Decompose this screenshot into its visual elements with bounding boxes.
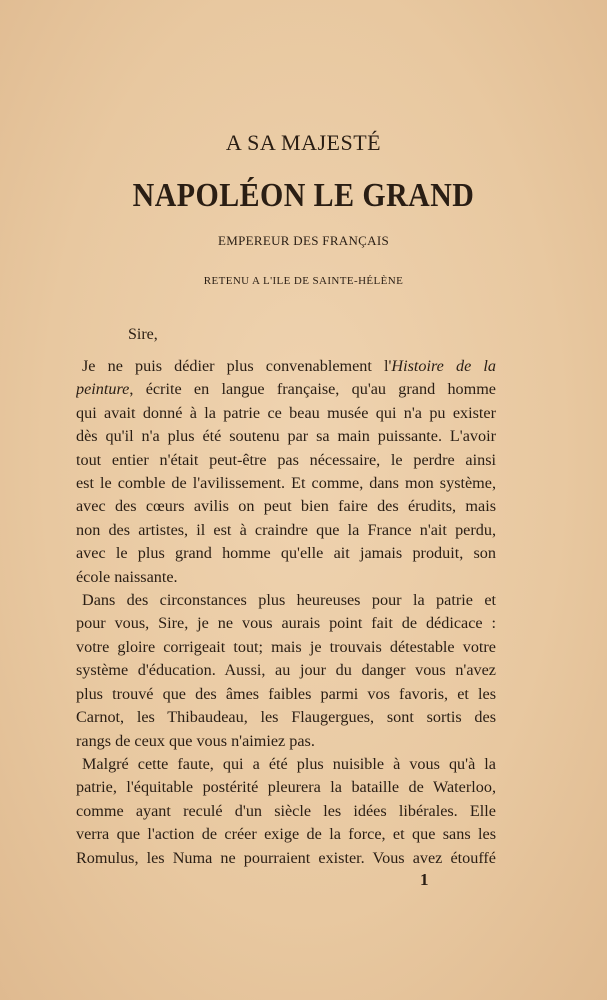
text-segment: peinture: [76, 380, 130, 399]
text-segment: école naissante.: [76, 567, 178, 586]
text-segment: avec des cœurs avilis on peut bien faire des érudits, mais: [76, 497, 496, 516]
text-line: [76, 495, 496, 518]
text-line: [76, 472, 496, 495]
text-segment: est le comble de l'avilissement. Et comme, dans mon système,: [76, 474, 496, 493]
text-line: [76, 659, 496, 682]
text-segment: Je ne puis dédier plus convenablement l': [82, 357, 392, 375]
text-line: [76, 800, 496, 823]
dedication-title: NAPOLÉON LE GRAND: [132, 177, 475, 214]
text-segment: dès qu'il n'a plus été soutenu par sa main puissante. L'avoir: [76, 427, 496, 446]
text-segment: pour vous, Sire, je ne vous aurais point fait de dédicace :: [76, 614, 496, 633]
text-line: [76, 378, 496, 401]
dedication-line-3: EMPEREUR DES FRANÇAIS: [218, 233, 389, 248]
text-segment: , écrite en langue française, qu'au grand homme: [129, 380, 496, 399]
text-segment: non des artistes, il est à craindre que la France n'ait perdu,: [76, 520, 496, 539]
text-segment: Romulus, les Numa ne pourraient exister. Vous avez étouffé: [76, 848, 496, 867]
paragraph: [76, 589, 496, 753]
text-segment: Dans des circonstances plus heureuses pour la patrie et: [82, 591, 496, 610]
text-segment: tout entier n'était peut-être pas nécessaire, le perdre ainsi: [76, 450, 496, 469]
text-segment: patrie, l'équitable postérité pleurera la bataille de Waterloo,: [76, 778, 496, 797]
dedication-line-1: A SA MAJESTÉ: [225, 130, 382, 155]
paragraph: [76, 355, 496, 589]
text-line: [76, 847, 496, 870]
text-segment: plus trouvé que des âmes faibles parmi vos favoris, et les: [76, 684, 496, 703]
text-segment: Carnot, les Thibaudeau, les Flaugergues, sont sortis des: [76, 708, 496, 727]
text-segment: votre gloire corrigeait tout; mais je trouvais détestable votre: [76, 637, 496, 656]
text-line: [76, 706, 496, 729]
text-line: [76, 612, 496, 635]
text-segment: Malgré cette faute, qui a été plus nuisible à vous qu'à la: [82, 754, 496, 773]
text-segment: système d'éducation. Aussi, au jour du danger vous n'avez: [76, 661, 496, 680]
text-line: [76, 449, 496, 472]
paragraph: [76, 753, 496, 870]
text-segment: rangs de ceux que vous n'aimiez pas.: [76, 731, 315, 750]
text-segment: comme ayant reculé d'un siècle les idées libérales. Elle: [76, 801, 496, 820]
text-line: [76, 355, 496, 378]
text-segment: avec le plus grand homme qu'elle ait jamais produit, son: [76, 544, 496, 563]
text-line: [76, 730, 496, 753]
text-line: [76, 753, 496, 776]
text-line: [76, 519, 496, 542]
body-text: [76, 355, 496, 870]
text-line: [76, 542, 496, 565]
text-line: [76, 776, 496, 799]
page-number: 1: [420, 870, 429, 889]
dedication-line-4: RETENU A L'ILE DE SAINTE-HÉLÈNE: [203, 275, 404, 287]
text-segment: Histoire de la: [391, 357, 496, 375]
text-segment: verra que l'action de créer exige de la force, et que sans les: [76, 825, 496, 844]
text-line: [76, 823, 496, 846]
text-line: [76, 425, 496, 448]
salutation: Sire,: [128, 326, 158, 343]
text-line: [76, 683, 496, 706]
text-line: [76, 402, 496, 425]
text-line: [76, 566, 496, 589]
text-line: [76, 636, 496, 659]
text-segment: qui avait donné à la patrie ce beau musée qui n'a pu exister: [76, 403, 496, 422]
text-line: [76, 589, 496, 612]
